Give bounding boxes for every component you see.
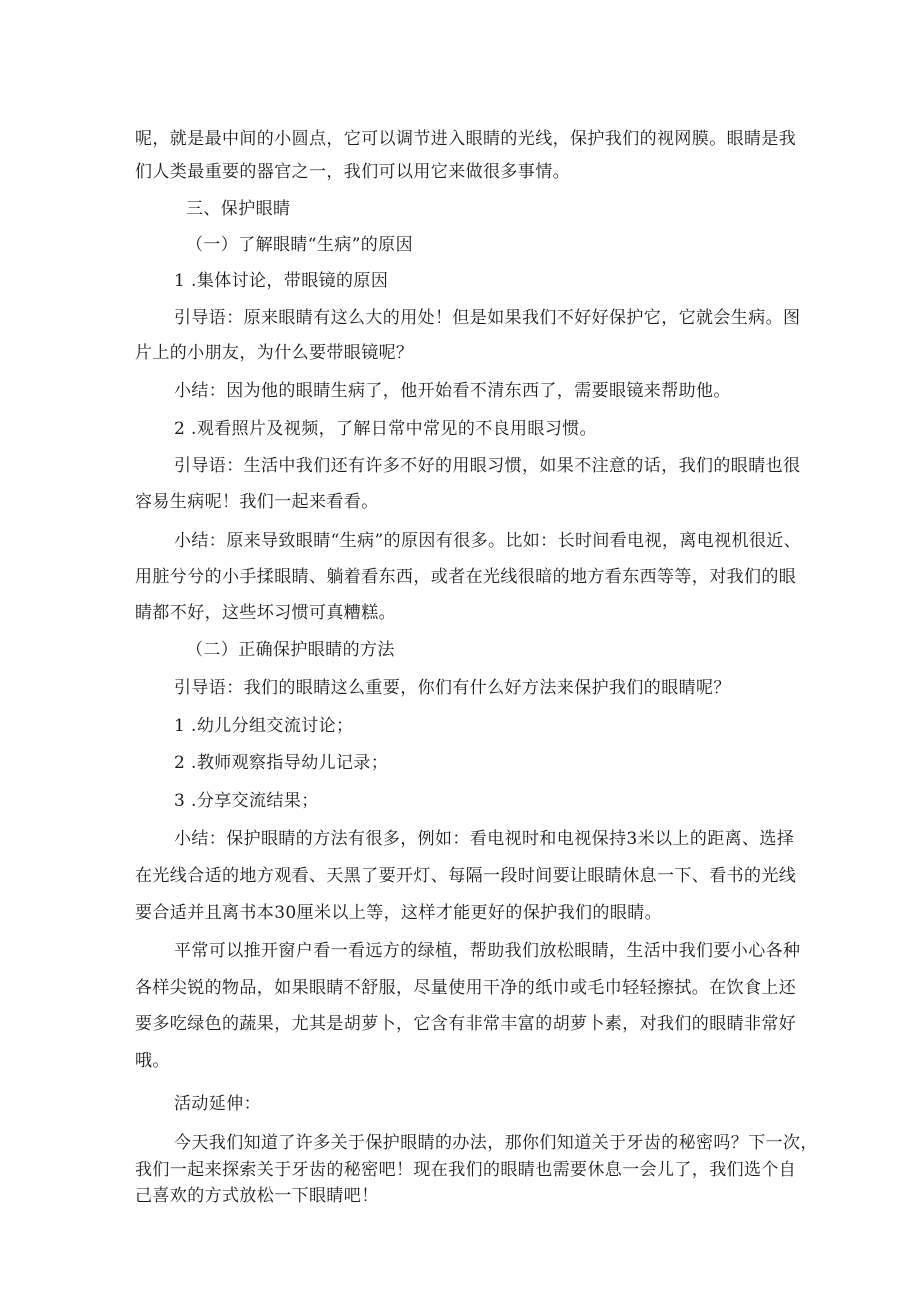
paragraph-line: 我们一起来探索关于牙齿的秘密吧！现在我们的眼睛也需要休息一会儿了，我们选个自 bbox=[135, 1160, 797, 1180]
paragraph-line: 哦。 bbox=[135, 1051, 170, 1071]
paragraph-line: 要多吃绿色的蔬果，尤其是胡萝卜，它含有非常丰富的胡萝卜素，对我们的眼睛非常好 bbox=[135, 1014, 797, 1034]
list-item: 3 .分享交流结果； bbox=[174, 791, 319, 811]
paragraph-line: 小结：原来导致眼睛“生病”的原因有很多。比如：长时间看电视，离电视机很近、 bbox=[174, 531, 802, 551]
list-item: 2 .观看照片及视频，了解日常中常见的不良用眼习惯。 bbox=[174, 419, 598, 439]
paragraph-line: 引导语：原来眼睛有这么大的用处！但是如果我们不好好保护它，它就会生病。图 bbox=[174, 308, 801, 328]
paragraph-line: 小结：因为他的眼睛生病了，他开始看不清东西了，需要眼镜来帮助他。 bbox=[174, 381, 731, 401]
subsection-heading: （一）了解眼睛“生病”的原因 bbox=[186, 235, 413, 255]
section-heading: 活动延伸： bbox=[174, 1094, 261, 1114]
list-item: 1 .幼儿分组交流讨论； bbox=[174, 716, 354, 736]
paragraph-line: 引导语：生活中我们还有许多不好的用眼习惯，如果不注意的话，我们的眼睛也很 bbox=[174, 456, 801, 476]
list-item: 1 .集体讨论，带眼镜的原因 bbox=[174, 271, 389, 291]
paragraph-line: 小结：保护眼睛的方法有很多，例如：看电视时和电视保持3米以上的距离、选择 bbox=[174, 829, 795, 849]
paragraph-line: 引导语：我们的眼睛这么重要，你们有什么好方法来保护我们的眼睛呢？ bbox=[174, 678, 731, 698]
paragraph-line: 片上的小朋友，为什么要带眼镜呢？ bbox=[135, 343, 414, 363]
paragraph-line: 平常可以推开窗户看一看远方的绿植，帮助我们放松眼睛，生活中我们要小心各种 bbox=[174, 941, 801, 961]
paragraph-line: 容易生病呢！我们一起来看看。 bbox=[135, 492, 379, 512]
paragraph-line: 呢，就是最中间的小圆点，它可以调节进入眼睛的光线，保护我们的视网膜。眼睛是我 bbox=[135, 129, 797, 149]
paragraph-line: 己喜欢的方式放松一下眼睛吧！ bbox=[135, 1186, 379, 1206]
paragraph-line: 各样尖锐的物品，如果眼睛不舒服，尽量使用干净的纸巾或毛巾轻轻擦拭。在饮食上还 bbox=[135, 978, 797, 998]
paragraph-line: 在光线合适的地方观看、天黑了要开灯、每隔一段时间要让眼睛休息一下、看书的光线 bbox=[135, 866, 797, 886]
section-heading: 三、保护眼睛 bbox=[186, 199, 291, 219]
paragraph-line: 们人类最重要的器官之一，我们可以用它来做很多事情。 bbox=[135, 162, 570, 182]
list-item: 2 .教师观察指导幼儿记录； bbox=[174, 753, 389, 773]
subsection-heading: （二）正确保护眼睛的方法 bbox=[186, 640, 395, 660]
paragraph-line: 睛都不好，这些坏习惯可真糟糕。 bbox=[135, 603, 396, 623]
paragraph-line: 用脏兮兮的小手揉眼睛、躺着看东西，或者在光线很暗的地方看东西等等，对我们的眼 bbox=[135, 567, 797, 587]
paragraph-line: 今天我们知道了许多关于保护眼睛的办法，那你们知道关于牙齿的秘密吗？下一次， bbox=[174, 1133, 818, 1153]
paragraph-line: 要合适并且离书本30厘米以上等，这样才能更好的保护我们的眼睛。 bbox=[135, 903, 663, 923]
